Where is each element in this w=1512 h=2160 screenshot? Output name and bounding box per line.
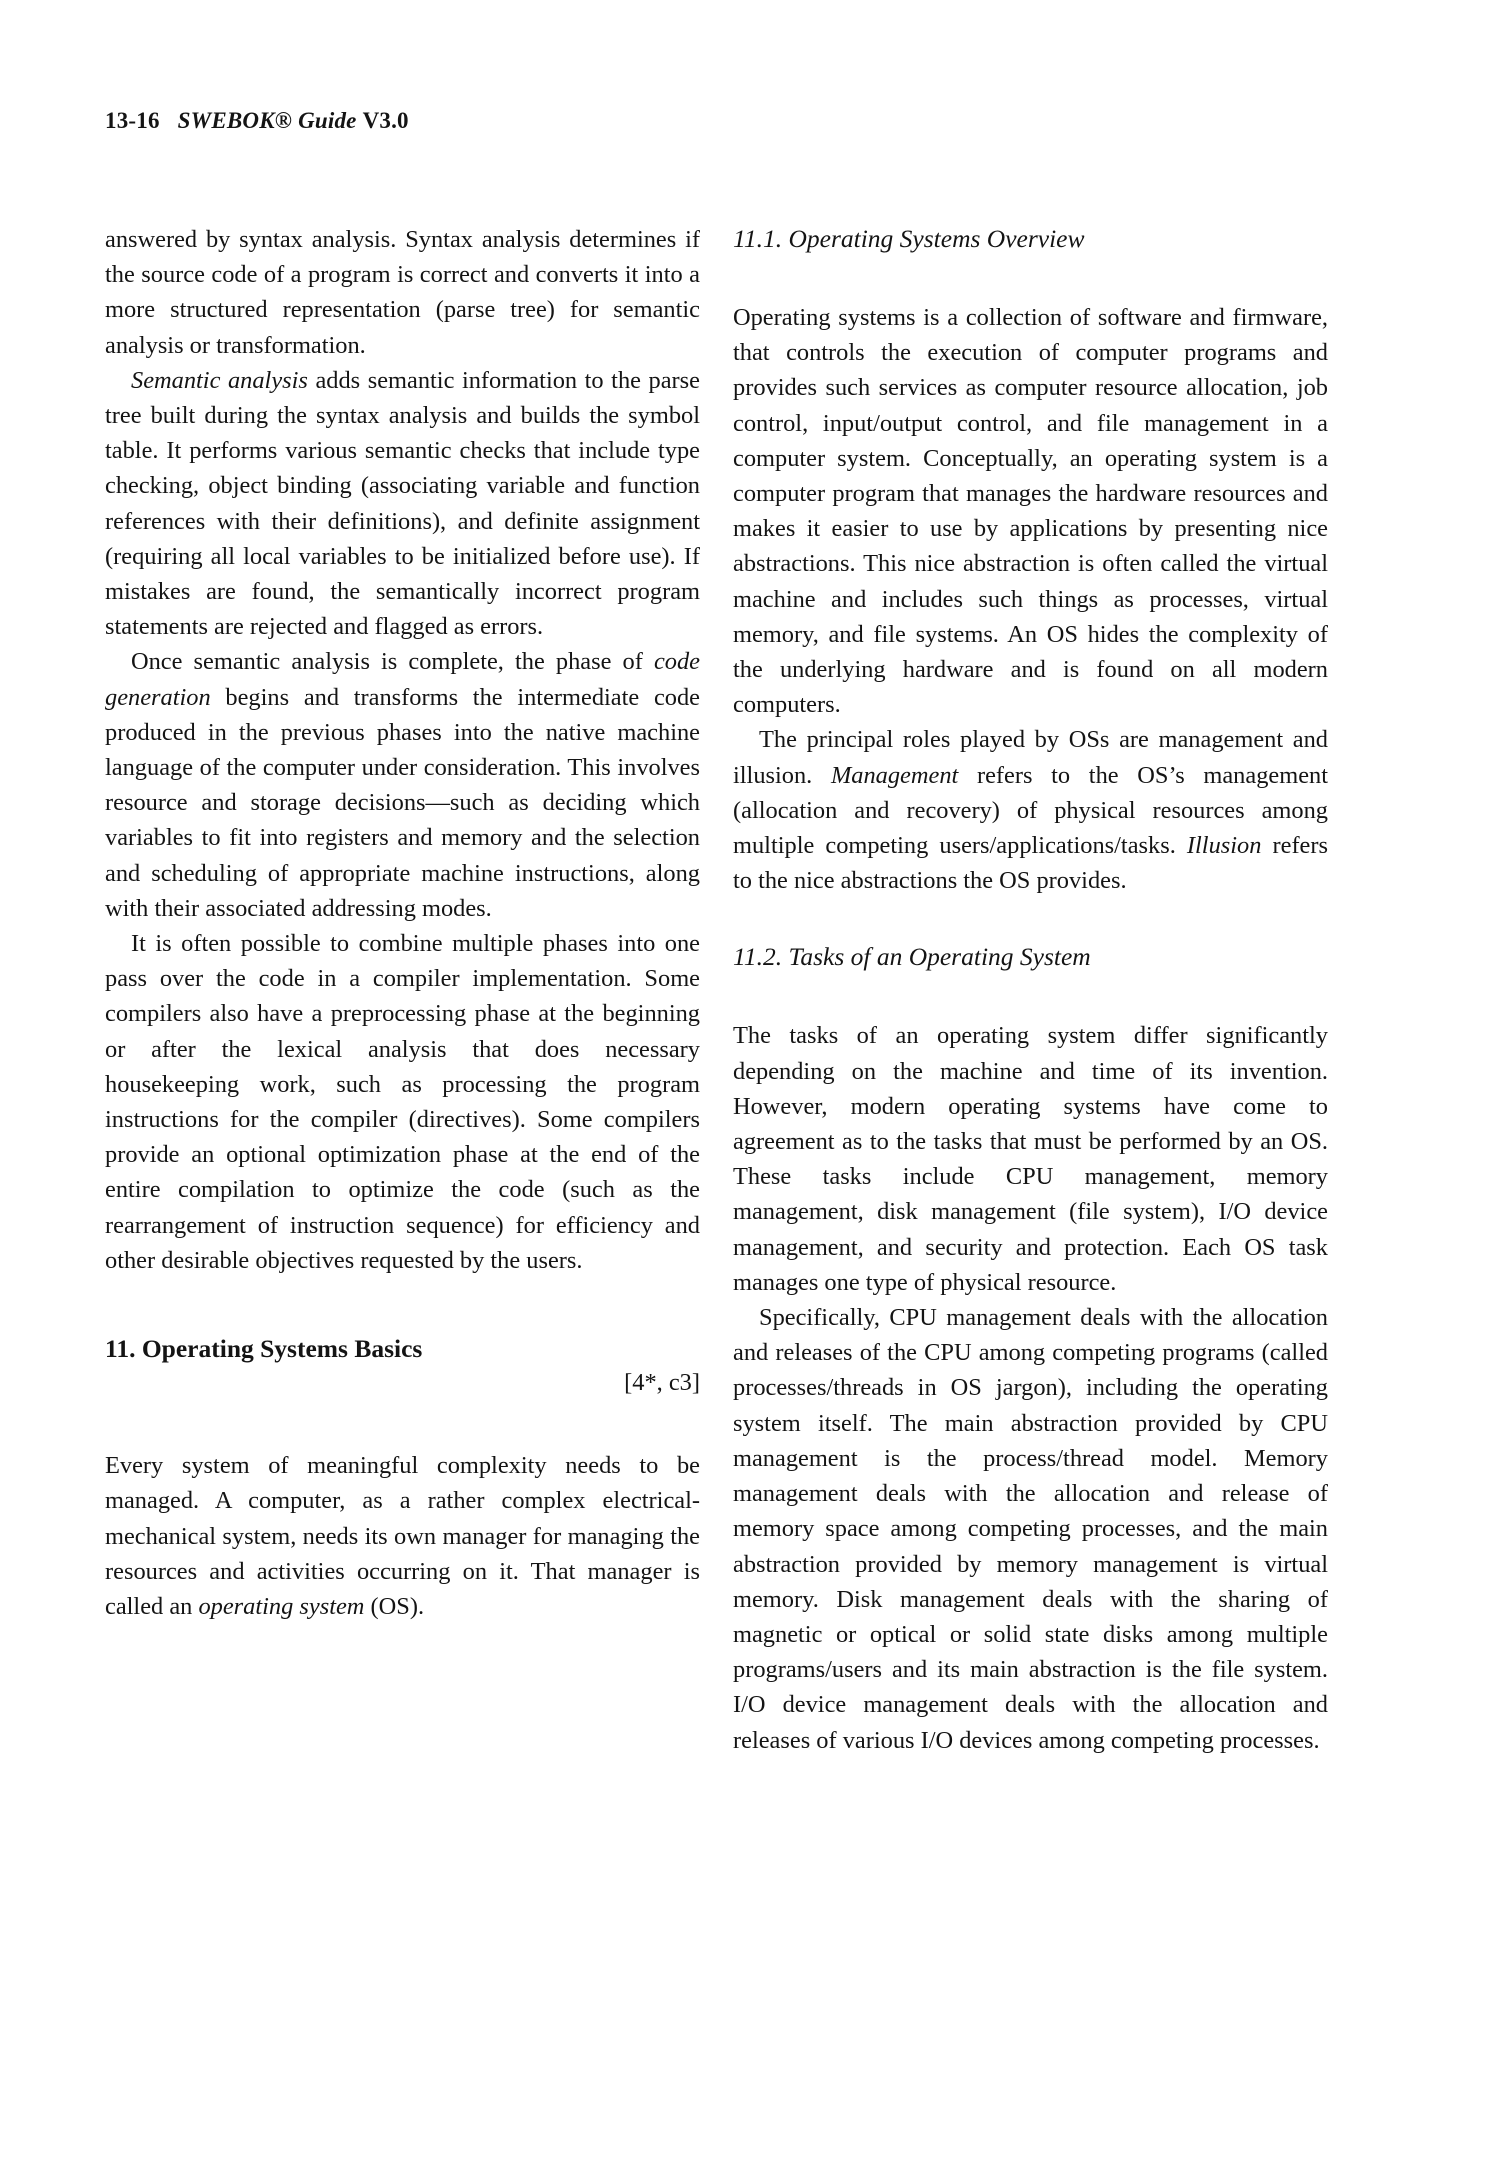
body-text: (OS). <box>364 1592 425 1620</box>
body-text: It is often possible to combine multiple phases into one pass over the code in a compiler implementation. Some compilers also have a preprocessing phase at the beginning or after the lexical analysis that does necessary housekeeping work, such as processing the program instructions for the compiler (directives). Some compilers provide an optional optimization phase at the end of the entire compilation to optimize the code (such as the rearrangement of instruction sequence) for efficiency and other desirable objectives requested by the users. <box>105 930 700 1274</box>
body-text: answered by syntax analysis. Syntax analysis determines if the source code of a program is correct and converts it into a more structured representation (parse tree) for semantic analysis or transformation. <box>105 226 700 359</box>
right-column <box>733 222 1328 1758</box>
paragraph-os-collection <box>733 300 1328 722</box>
vertical-spacer <box>105 1400 700 1448</box>
guide-version: V3.0 <box>362 108 409 133</box>
body-text: The tasks of an operating system differ significantly depending on the machine and time of its invention. However, modern operating systems have come to agreement as to the tasks that must be performed by an OS. These tasks include CPU management, memory management, disk management (file system), I/O device management, and security and protection. Each OS task manages one type of physical resource. <box>733 1022 1328 1296</box>
paragraph-cpu-management <box>733 1300 1328 1758</box>
vertical-spacer <box>733 898 1328 940</box>
body-text: Every system of meaningful complexity needs to be managed. A computer, as a rather complex electrical-mechanical system, needs its own manager for managing the resources and activities occurring on it. That manager is called an <box>105 1452 700 1620</box>
left-column <box>105 222 700 1758</box>
body-text: Specifically, CPU management deals with the allocation and releases of the CPU among competing programs (called processes/threads in OS jargon), including the operating system itself. The main abstraction provided by CPU management is the process/thread model. Memory management deals with the allocation and release of memory space among competing processes, and the main abstraction provided by memory management is virtual memory. Disk management deals with the sharing of magnetic or optical or solid state disks among multiple programs/users and its main abstraction is the file system. I/O device management deals with the allocation and releases of various I/O devices among competing processes. <box>733 1304 1328 1754</box>
subsection-heading-11-2: 11.2. Tasks of an Operating System <box>733 942 1091 972</box>
paragraph-every-system <box>105 1448 700 1624</box>
emphasis-text: code generation <box>105 648 700 711</box>
emphasis-text: Illusion <box>1186 832 1262 860</box>
section-heading: 11. Operating Systems Basics <box>105 1334 423 1364</box>
paragraph-syntax-analysis <box>105 222 700 363</box>
body-text: begins and transforms the intermediate code produced in the previous phases into the native machine language of the computer under consideration. This involves resource and storage decisions—such as deciding which variables to fit into registers and memory and the selection and scheduling of appropriate machine instructions, along with their associated addressing modes. <box>105 683 700 922</box>
body-text: adds semantic information to the parse tree built during the syntax analysis and builds the symbol table. It performs various semantic checks that include type checking, object binding (associating variable and function references with their definitions), and definite assignment (requiring all local variables to be initialized before use). If mistakes are found, the semantically incorrect program statements are rejected and flagged as errors. <box>105 366 700 641</box>
section-reference: [4*, c3] <box>624 1369 700 1397</box>
body-text: The principal roles played by OSs are management and illusion. <box>733 726 1328 789</box>
body-text: Once semantic analysis is complete, the phase of <box>131 648 654 676</box>
vertical-spacer <box>733 974 1328 1018</box>
paragraph-semantic-analysis <box>105 363 700 645</box>
paragraph-principal-roles <box>733 722 1328 898</box>
paragraph-os-tasks <box>733 1018 1328 1300</box>
body-text: refers to the OS’s management (allocation and recovery) of physical resources among multiple competing users/applications/tasks. <box>733 761 1328 860</box>
vertical-spacer <box>105 1278 700 1332</box>
running-head <box>105 108 409 134</box>
paragraph-combine-phases <box>105 926 700 1278</box>
emphasis-text: operating system <box>198 1592 365 1620</box>
guide-title: SWEBOK® Guide <box>177 108 357 133</box>
body-text: refers to the nice abstractions the OS provides. <box>733 832 1329 895</box>
emphasis-text: Semantic analysis <box>131 366 308 394</box>
subsection-heading-11-1: 11.1. Operating Systems Overview <box>733 224 1085 253</box>
page-folio: 13-16 <box>105 108 160 133</box>
vertical-spacer <box>733 256 1328 300</box>
emphasis-text: Management <box>830 761 959 789</box>
paragraph-code-generation <box>105 644 700 926</box>
body-text: Operating systems is a collection of software and firmware, that controls the execution of computer programs and provides such services as computer resource allocation, job control, input/output control, and file management in a computer system. Conceptually, an operating system is a computer program that manages the hardware resources and makes it easier to use by applications by presenting nice abstractions. This nice abstraction is often called the virtual machine and includes such things as processes, virtual memory, and file systems. An OS hides the complexity of the underlying hardware and is found on all modern computers. <box>733 304 1328 719</box>
two-column-body <box>105 222 1328 1758</box>
